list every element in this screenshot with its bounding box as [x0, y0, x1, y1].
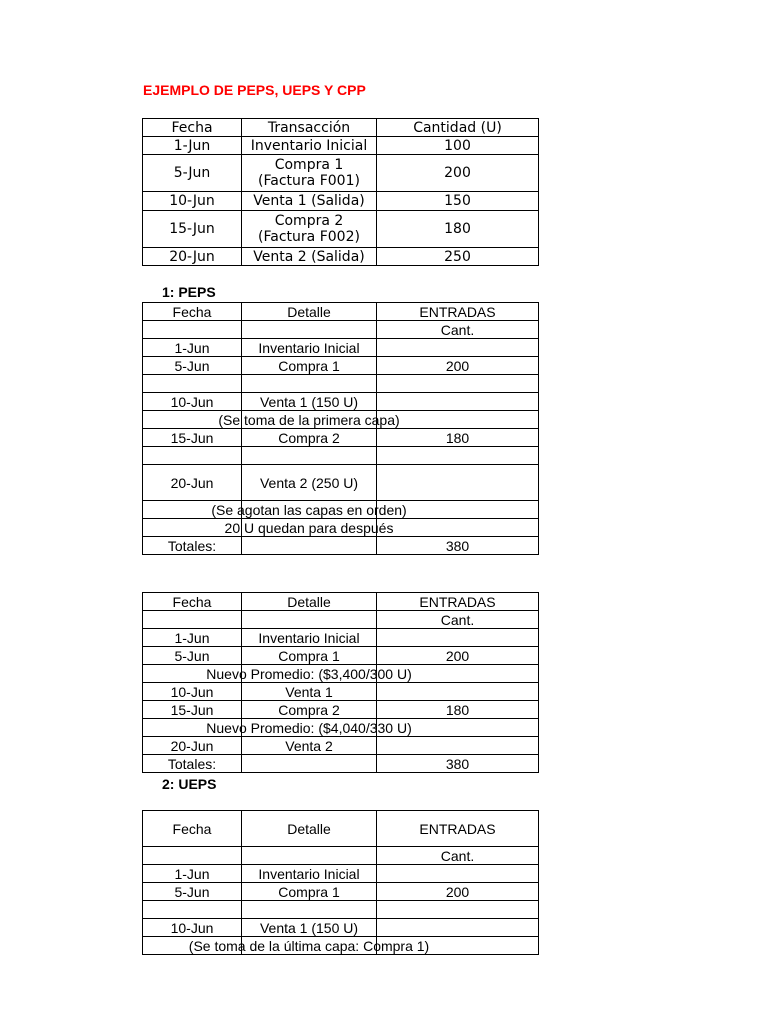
- quantity-cell: 180: [377, 429, 539, 447]
- table-subheader-row: [143, 847, 539, 865]
- date-cell: 1-Jun: [143, 629, 242, 647]
- note-text: (Se toma de la primera capa): [218, 411, 400, 428]
- column-header: Fecha: [143, 303, 242, 321]
- peps-table: [142, 302, 539, 555]
- note-row: [143, 501, 539, 519]
- quantity-cell: 200: [377, 883, 539, 901]
- date-cell: 15-Jun: [143, 211, 242, 248]
- quantity-cell: [377, 465, 539, 501]
- quantity-cell: 200: [377, 357, 539, 375]
- column-subheader: Cant.: [377, 321, 539, 339]
- quantity-cell: [377, 865, 539, 883]
- table-subheader-row: [143, 611, 539, 629]
- date-cell: 15-Jun: [143, 701, 242, 719]
- ueps-table: [142, 810, 539, 955]
- table-row: [143, 429, 539, 447]
- quantity-cell: [377, 737, 539, 755]
- column-header: Detalle: [242, 593, 377, 611]
- quantity-cell: 200: [377, 647, 539, 665]
- note-text: Nuevo Promedio: ($3,400/300 U): [206, 665, 412, 682]
- table-row: [143, 683, 539, 701]
- date-cell: 5-Jun: [143, 647, 242, 665]
- table-row: [143, 357, 539, 375]
- quantity-cell: 250: [377, 248, 539, 266]
- table-header-row: [143, 119, 539, 137]
- date-cell: 1-Jun: [143, 137, 242, 155]
- table-subheader-row: [143, 321, 539, 339]
- table-row: [143, 192, 539, 211]
- totals-value: 380: [377, 755, 539, 773]
- transaction-line: Compra 1: [274, 157, 344, 173]
- detail-cell: Inventario Inicial: [242, 339, 377, 357]
- column-header: Detalle: [242, 811, 377, 847]
- transaction-cell: Inventario Inicial: [242, 137, 377, 155]
- table-row: [143, 248, 539, 266]
- date-cell: 1-Jun: [143, 865, 242, 883]
- quantity-cell: [377, 339, 539, 357]
- table-row: [143, 647, 539, 665]
- date-cell: 20-Jun: [143, 737, 242, 755]
- table-row: [143, 137, 539, 155]
- totals-row: [143, 755, 539, 773]
- note-row: [143, 519, 539, 537]
- detail-cell: Inventario Inicial: [242, 865, 377, 883]
- totals-label: Totales:: [143, 537, 242, 555]
- quantity-cell: 150: [377, 192, 539, 211]
- detail-cell: Compra 2: [242, 429, 377, 447]
- table-row: [143, 447, 539, 465]
- quantity-cell: 200: [377, 155, 539, 192]
- note-row: [143, 665, 539, 683]
- detail-cell: Compra 1: [242, 357, 377, 375]
- date-cell: 1-Jun: [143, 339, 242, 357]
- column-header: Detalle: [242, 303, 377, 321]
- table-header-row: [143, 593, 539, 611]
- detail-cell: Venta 1: [242, 683, 377, 701]
- totals-label: Totales:: [143, 755, 242, 773]
- table-row: [143, 701, 539, 719]
- table-row: [143, 375, 539, 393]
- table-row: [143, 865, 539, 883]
- transaction-line: (Factura F001): [258, 173, 360, 189]
- column-header: Cantidad (U): [377, 119, 539, 137]
- table-row: [143, 155, 539, 192]
- column-header: Transacción: [242, 119, 377, 137]
- note-row: [143, 937, 539, 955]
- column-header: ENTRADAS: [377, 303, 539, 321]
- column-header: Fecha: [143, 811, 242, 847]
- quantity-cell: 100: [377, 137, 539, 155]
- date-cell: 20-Jun: [143, 248, 242, 266]
- detail-cell: Venta 1 (150 U): [242, 919, 377, 937]
- table-header-row: [143, 303, 539, 321]
- date-cell: 20-Jun: [143, 465, 242, 501]
- quantity-cell: [377, 393, 539, 411]
- date-cell: 10-Jun: [143, 192, 242, 211]
- totals-value: 380: [377, 537, 539, 555]
- quantity-cell: 180: [377, 701, 539, 719]
- table-row: [143, 883, 539, 901]
- transaction-cell: Venta 2 (Salida): [242, 248, 377, 266]
- quantity-cell: [377, 683, 539, 701]
- table-row: [143, 211, 539, 248]
- note-text: (Se toma de la última capa: Compra 1): [188, 937, 430, 954]
- detail-cell: Venta 1 (150 U): [242, 393, 377, 411]
- column-header: ENTRADAS: [377, 593, 539, 611]
- note-text: Nuevo Promedio: ($4,040/330 U): [206, 719, 412, 736]
- detail-cell: Venta 2 (250 U): [242, 465, 377, 501]
- table-row: [143, 901, 539, 919]
- table-row: [143, 465, 539, 501]
- column-header: Fecha: [143, 119, 242, 137]
- cpp-table: [142, 592, 539, 773]
- table-row: [143, 393, 539, 411]
- note-row: [143, 719, 539, 737]
- date-cell: 5-Jun: [143, 357, 242, 375]
- quantity-cell: [377, 629, 539, 647]
- note-row: [143, 411, 539, 429]
- table-row: [143, 919, 539, 937]
- transaction-cell: [242, 211, 377, 248]
- date-cell: 10-Jun: [143, 919, 242, 937]
- page-title: EJEMPLO DE PEPS, UEPS Y CPP: [143, 82, 366, 98]
- date-cell: 10-Jun: [143, 683, 242, 701]
- column-header: Fecha: [143, 593, 242, 611]
- detail-cell: Compra 2: [242, 701, 377, 719]
- date-cell: 5-Jun: [143, 883, 242, 901]
- detail-cell: Compra 1: [242, 883, 377, 901]
- quantity-cell: 180: [377, 211, 539, 248]
- column-header: ENTRADAS: [377, 811, 539, 847]
- column-subheader: Cant.: [377, 847, 539, 865]
- transaction-cell: [242, 155, 377, 192]
- date-cell: 15-Jun: [143, 429, 242, 447]
- transaction-line: Compra 2: [274, 213, 344, 229]
- table-row: [143, 629, 539, 647]
- quantity-cell: [377, 919, 539, 937]
- transactions-table: [142, 118, 539, 266]
- totals-row: [143, 537, 539, 555]
- date-cell: 5-Jun: [143, 155, 242, 192]
- detail-cell: Inventario Inicial: [242, 629, 377, 647]
- section-label-peps: 1: PEPS: [162, 284, 216, 300]
- transaction-cell: Venta 1 (Salida): [242, 192, 377, 211]
- section-label-ueps: 2: UEPS: [162, 776, 217, 792]
- table-row: [143, 339, 539, 357]
- note-text: (Se agotan las capas en orden): [211, 501, 407, 518]
- date-cell: 10-Jun: [143, 393, 242, 411]
- detail-cell: Compra 1: [242, 647, 377, 665]
- table-header-row: [143, 811, 539, 847]
- detail-cell: Venta 2: [242, 737, 377, 755]
- column-subheader: Cant.: [377, 611, 539, 629]
- note-text: 20 U quedan para después: [224, 519, 394, 536]
- table-row: [143, 737, 539, 755]
- transaction-line: (Factura F002): [258, 229, 360, 245]
